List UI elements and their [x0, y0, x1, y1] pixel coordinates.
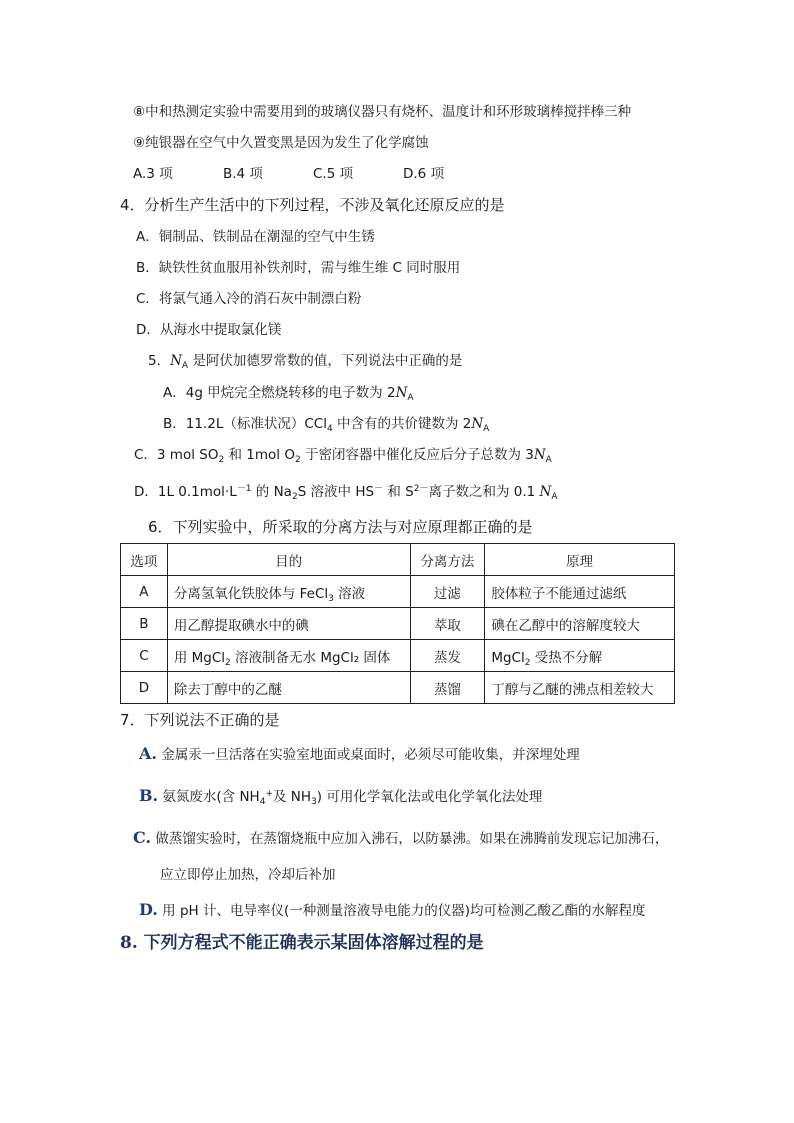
row-purpose [167, 608, 410, 640]
q7-stem: 7．下列说法不正确的是 [120, 711, 280, 729]
q7-option-a-text: 金属汞一旦活落在实验室地面或桌面时，必须尽可能收集，并深埋处理 [156, 747, 580, 763]
q5-na-subscript: A [181, 361, 189, 371]
row-principle-sub: 2 [524, 657, 531, 668]
q3-choice-d: D.6 项 [403, 166, 445, 182]
q5-option-d-sup1: －1 [236, 484, 252, 494]
q7-option-d [139, 901, 646, 920]
row-purpose [167, 640, 410, 672]
q5-option-d-sub1: 2 [291, 492, 298, 502]
q7-option-c-letter: C. [133, 828, 152, 847]
q5-option-b-text2: 中含有的共价键数为 2 [332, 416, 472, 432]
q5-option-c-text3: 于密闭容器中催化反应后分子总数为 3 [300, 447, 534, 463]
row-principle [485, 640, 675, 672]
q5-option-d-na: N [539, 484, 552, 500]
q5-option-d [134, 483, 558, 501]
row-principle-text: 胶体粒子不能通过滤纸 [491, 585, 627, 602]
row-method: 萃取 [410, 608, 485, 640]
q4-stem: 4．分析生产生活中的下列过程，不涉及氧化还原反应的是 [120, 196, 505, 214]
row-purpose-text2: 溶液制备无水 MgCl₂ 固体 [230, 649, 391, 666]
q6-stem: 6．下列实验中，所采取的分离方法与对应原理都正确的是 [148, 518, 533, 536]
q5-option-b-sub: 4 [326, 424, 333, 434]
q5-option-b-text: B．11.2L（标准状况）CCl [163, 416, 327, 432]
row-purpose-sub: 3 [328, 593, 334, 604]
q7-option-b-letter: B. [139, 786, 159, 805]
q3-choice-b: B.4 项 [223, 166, 263, 182]
row-principle [485, 576, 675, 608]
row-principle-text: 丁醇与乙醚的沸点相差较大 [491, 681, 654, 698]
q7-option-c-text: 做蒸馏实验时，在蒸馏烧瓶中应加入沸石，以防暴沸。如果在沸腾前发现忘记加沸石， [151, 831, 669, 847]
row-method: 过滤 [410, 576, 485, 608]
table-row [121, 608, 675, 640]
row-option: C [121, 640, 168, 672]
q5-option-b-na: N [471, 416, 484, 432]
q3-choice-a: A.3 项 [133, 166, 173, 182]
q5-option-d-sup3: 2－ [413, 484, 429, 494]
row-principle-text: MgCl [491, 649, 525, 666]
q7-option-a [139, 745, 580, 764]
q7-option-b-text: 氨氮废水(含 NH [158, 789, 260, 805]
q7-option-c [133, 829, 668, 848]
table-row [121, 672, 675, 704]
row-purpose-text: 用乙醇提取碘水中的碘 [173, 617, 309, 634]
q4-option-d: D．从海水中提取氯化镁 [136, 322, 282, 338]
header-principle: 原理 [485, 544, 675, 576]
q7-option-b-sub2: 3 [311, 797, 317, 807]
q7-option-d-text: 用 pH 计、电导率仪(一种测量溶液导电能力的仪器)均可检测乙酸乙酯的水解程度 [157, 903, 646, 919]
row-purpose-text: 分离氢氧化铁胶体与 FeCl [173, 585, 329, 602]
q5-option-d-text: D．1L 0.1mol·L [134, 484, 237, 500]
q7-option-b [139, 787, 542, 806]
header-purpose: 目的 [167, 544, 410, 576]
q5-option-a [163, 384, 414, 402]
row-purpose-text: 除去丁醇中的乙醚 [173, 681, 282, 698]
q5-number: 5． [148, 353, 171, 369]
q4-option-c: C．将氯气通入冷的消石灰中制漂白粉 [136, 291, 362, 307]
table-header-row [121, 544, 675, 576]
row-option: B [121, 608, 168, 640]
q7-option-a-letter: A. [139, 744, 157, 763]
q7-option-b-sub1: 4 [259, 797, 266, 807]
q5-option-c [134, 446, 552, 464]
q7-option-b-text3: ) 可用化学氧化法或电化学氧化法处理 [316, 789, 543, 805]
q5-option-c-sub2: 2 [294, 455, 301, 465]
q7-option-b-sup1: + [265, 789, 273, 799]
row-purpose-text: 用 MgCl [173, 649, 226, 666]
q7-option-b-text2: 及 NH [272, 789, 312, 805]
q5-option-d-na-sub: A [551, 492, 558, 502]
header-option: 选项 [121, 544, 168, 576]
row-purpose-sub: 2 [225, 657, 231, 668]
row-method: 蒸发 [410, 640, 485, 672]
q8-number: 8 [120, 933, 132, 953]
table-row [121, 576, 675, 608]
row-principle [485, 608, 675, 640]
q3-item-9: ⑨纯银器在空气中久置变黑是因为发生了化学腐蚀 [133, 135, 429, 151]
q5-option-c-na: N [533, 447, 546, 463]
header-method: 分离方法 [410, 544, 485, 576]
q5-option-a-text: A．4g 甲烷完全燃烧转移的电子数为 2 [163, 385, 396, 401]
q8-stem-text: . 下列方程式不能正确表示某固体溶解过程的是 [131, 933, 484, 953]
q3-item-8: ⑧中和热测定实验中需要用到的玻璃仪器只有烧杯、温度计和环形玻璃棒搅拌棒三种 [133, 104, 632, 120]
q5-option-a-na: N [395, 385, 408, 401]
q7-option-c-continued: 应立即停止加热，冷却后补加 [160, 867, 336, 883]
row-purpose-text2: 溶液 [333, 585, 366, 602]
q5-option-d-text4: 和 S [383, 484, 414, 500]
q4-option-b: B．缺铁性贫血服用补铁剂时，需与维生维 C 同时服用 [136, 260, 461, 276]
q5-option-d-text2: 的 Na [251, 484, 292, 500]
q3-choices [133, 165, 444, 183]
row-option: D [121, 672, 168, 704]
row-principle [485, 672, 675, 704]
q5-option-c-text: C．3 mol SO [134, 447, 219, 463]
q5-option-d-text5: 离子数之和为 0.1 [428, 484, 540, 500]
q5-option-b [163, 415, 489, 433]
q5-option-d-text3: S 溶液中 HS [297, 484, 375, 500]
row-purpose [167, 576, 410, 608]
q5-stem-text: 是阿伏加德罗常数的值，下列说法中正确的是 [188, 353, 463, 369]
q5-option-a-na-sub: A [407, 393, 414, 403]
q7-option-d-letter: D. [139, 900, 158, 919]
q5-na-symbol: N [170, 353, 182, 369]
row-principle-text: 碘在乙醇中的溶解度较大 [491, 617, 640, 634]
q4-option-a: A．铜制品、铁制品在潮湿的空气中生锈 [136, 229, 375, 245]
row-method: 蒸馏 [410, 672, 485, 704]
q3-choice-c: C.5 项 [313, 166, 354, 182]
q5-option-c-sub1: 2 [218, 455, 225, 465]
row-option: A [121, 576, 168, 608]
q8-stem [120, 934, 484, 952]
separation-table [120, 543, 675, 704]
q5-option-c-na-sub: A [545, 455, 552, 465]
row-principle-text2: 受热不分解 [530, 649, 603, 666]
q5-option-b-na-sub: A [483, 424, 490, 434]
q5-stem [148, 352, 462, 370]
q5-option-d-sup2: － [374, 484, 384, 494]
row-purpose [167, 672, 410, 704]
table-row [121, 640, 675, 672]
q5-option-c-text2: 和 1mol O [224, 447, 295, 463]
